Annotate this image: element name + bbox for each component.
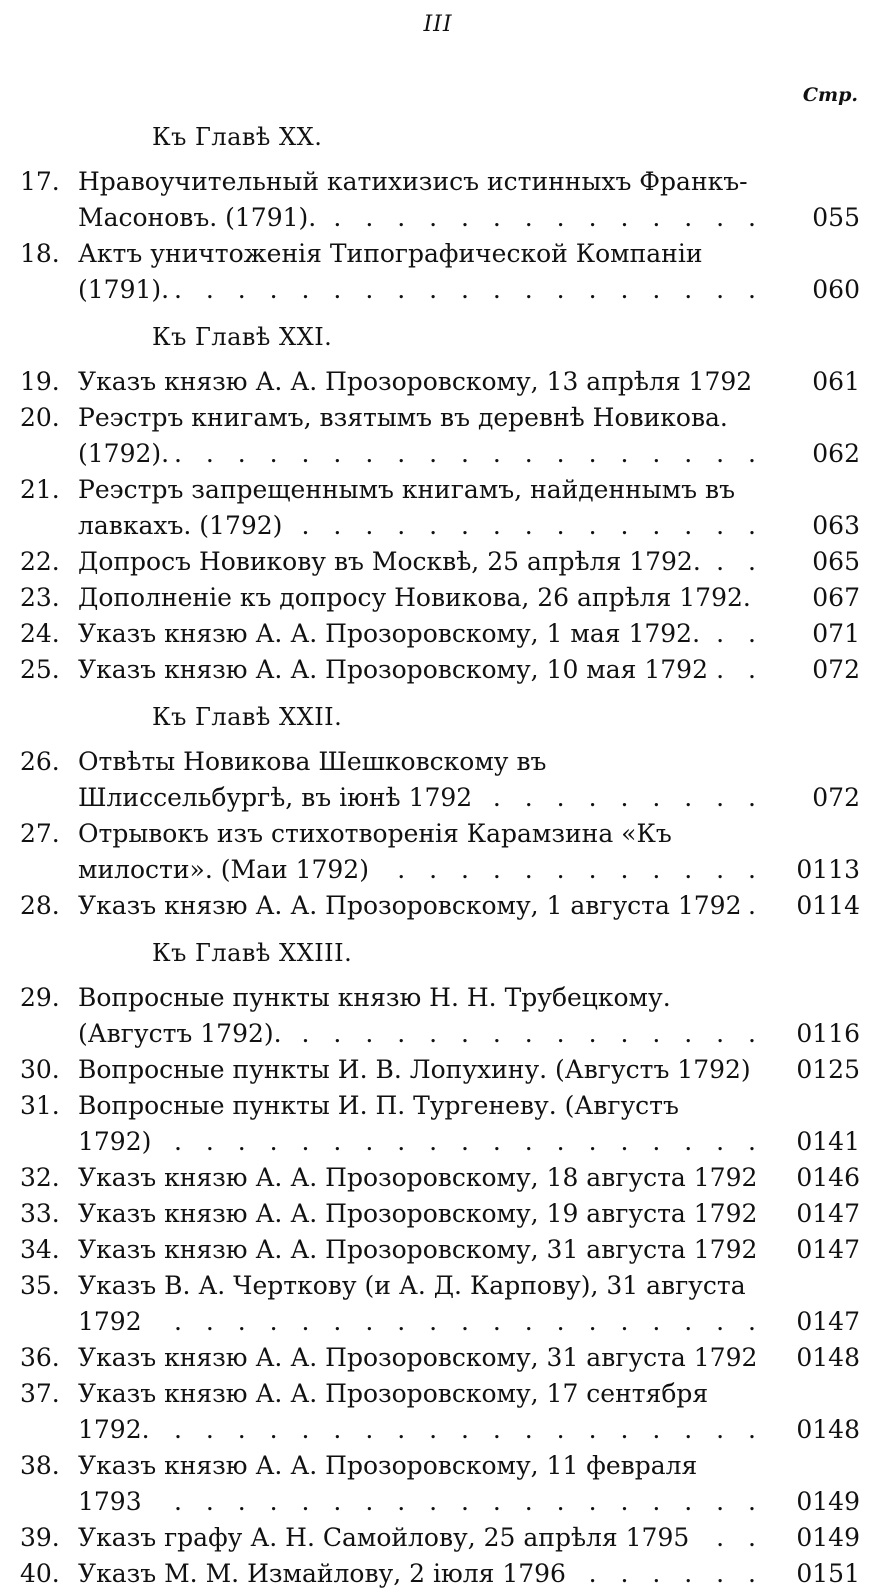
entry-number: 39. <box>20 1523 60 1552</box>
entry-title: Вопросные пункты И. П. Тургеневу. (Августъ 1792) <box>78 1091 679 1156</box>
entry-page-number: 055 <box>812 203 860 232</box>
toc-entry <box>0 1268 876 1340</box>
toc-entry <box>0 1556 876 1592</box>
entry-number: 30. <box>20 1055 60 1084</box>
entry-page-number: 072 <box>812 655 860 684</box>
entry-title-wrap <box>78 1376 764 1448</box>
entry-title: Актъ уничтоженія Типографической Компаніи (1791). <box>78 239 703 304</box>
toc-entry <box>0 888 876 924</box>
entry-number: 21. <box>20 475 60 504</box>
toc-entry <box>0 980 876 1052</box>
entry-page-number: 0149 <box>796 1523 860 1552</box>
toc-entry <box>0 1196 876 1232</box>
entry-title: Указъ князю А. А. Прозоровскому, 17 сентября 1792. <box>78 1379 709 1444</box>
toc-entry <box>0 1052 876 1088</box>
entry-number: 35. <box>20 1271 60 1300</box>
toc-entry <box>0 1520 876 1556</box>
entry-title-wrap <box>78 980 764 1052</box>
entry-title: Указъ князю А. А. Прозоровскому, 31 августа 1792 <box>78 1343 763 1372</box>
entry-number: 17. <box>20 167 60 196</box>
entry-title-wrap <box>78 1052 764 1088</box>
entry-title-wrap <box>78 1088 764 1160</box>
entry-page-number: 061 <box>812 367 860 396</box>
toc-entry <box>0 1448 876 1520</box>
entry-number: 18. <box>20 239 60 268</box>
toc-entry <box>0 236 876 308</box>
entry-number: 23. <box>20 583 60 612</box>
entry-page-number: 0125 <box>796 1055 860 1084</box>
section-heading: Къ Главѣ XX. <box>152 123 323 151</box>
section-heading: Къ Главѣ XXII. <box>152 703 343 731</box>
toc-entry <box>0 1088 876 1160</box>
entry-title: Указъ князю А. А. Прозоровскому, 1 мая 1792. <box>78 619 706 648</box>
entry-title-wrap <box>78 364 764 400</box>
entry-title-wrap <box>78 400 764 472</box>
entry-title: Указъ князю А. А. Прозоровскому, 10 мая 1792 <box>78 655 714 684</box>
entry-number: 40. <box>20 1559 60 1588</box>
entry-title-wrap <box>78 1448 764 1520</box>
entry-page-number: 0147 <box>796 1199 860 1228</box>
entry-number: 26. <box>20 747 60 776</box>
entry-title: Указъ князю А. А. Прозоровскому, 13 апрѣля 1792 <box>78 367 758 396</box>
entry-page-number: 0116 <box>796 1019 860 1048</box>
entry-title: Указъ В. А. Черткову (и А. Д. Карпову), 31 августа 1792 <box>78 1271 746 1336</box>
section-heading: Къ Главѣ XXI. <box>152 323 333 351</box>
entry-number: 19. <box>20 367 60 396</box>
entry-number: 24. <box>20 619 60 648</box>
page-column-header: Стр. <box>802 84 858 106</box>
entry-title-wrap <box>78 472 764 544</box>
entry-number: 29. <box>20 983 60 1012</box>
entry-page-number: 062 <box>812 439 860 468</box>
entry-title-wrap <box>78 544 764 580</box>
toc-entry <box>0 816 876 888</box>
entry-number: 34. <box>20 1235 60 1264</box>
entry-page-number: 0148 <box>796 1415 860 1444</box>
entry-number: 32. <box>20 1163 60 1192</box>
entry-page-number: 065 <box>812 547 860 576</box>
toc-entry <box>0 472 876 544</box>
table-of-contents <box>0 108 876 1592</box>
entry-title: Указъ князю А. А. Прозоровскому, 31 августа 1792 <box>78 1235 763 1264</box>
entry-number: 37. <box>20 1379 60 1408</box>
entry-title: Указъ князю А. А. Прозоровскому, 11 февраля 1793 <box>78 1451 698 1516</box>
toc-entry <box>0 544 876 580</box>
entry-title: Указъ графу А. Н. Самойлову, 25 апрѣля 1795 <box>78 1523 695 1552</box>
entry-title: Реэстръ книгамъ, взятымъ въ деревнѣ Новикова. (1792). <box>78 403 728 468</box>
entry-title-wrap <box>78 652 764 688</box>
entry-title: Дополненіе къ допросу Новикова, 26 апрѣля 1792. <box>78 583 757 612</box>
toc-entry <box>0 164 876 236</box>
entry-title-wrap <box>78 744 764 816</box>
entry-title: Указъ князю А. А. Прозоровскому, 18 августа 1792 <box>78 1163 763 1192</box>
toc-entry <box>0 1376 876 1448</box>
entry-title-wrap <box>78 580 764 616</box>
entry-title-wrap <box>78 1232 764 1268</box>
entry-page-number: 067 <box>812 583 860 612</box>
entry-title-wrap <box>78 1520 764 1556</box>
entry-number: 36. <box>20 1343 60 1372</box>
entry-title-wrap <box>78 164 764 236</box>
toc-entry <box>0 1340 876 1376</box>
entry-title: Нравоучительный катихизисъ истинныхъ Франкъ-Масоновъ. (1791). <box>78 167 748 232</box>
toc-entry <box>0 1160 876 1196</box>
toc-entry <box>0 580 876 616</box>
entry-title-wrap <box>78 1340 764 1376</box>
entry-title-wrap <box>78 1196 764 1232</box>
entry-title-wrap <box>78 236 764 308</box>
toc-entry <box>0 616 876 652</box>
entry-page-number: 0141 <box>796 1127 860 1156</box>
entry-page-number: 0113 <box>796 855 860 884</box>
entry-number: 25. <box>20 655 60 684</box>
toc-entry <box>0 400 876 472</box>
entry-title: Указъ князю А. А. Прозоровскому, 1 августа 1792 <box>78 891 748 920</box>
page-number: III <box>423 12 453 37</box>
entry-number: 27. <box>20 819 60 848</box>
toc-entry <box>0 364 876 400</box>
entry-title-wrap <box>78 616 764 652</box>
entry-page-number: 0114 <box>796 891 860 920</box>
entry-number: 20. <box>20 403 60 432</box>
entry-title: Отрывокъ изъ стихотворенія Карамзина «Къ милости». (Маи 1792) <box>78 819 672 884</box>
entry-page-number: 0148 <box>796 1343 860 1372</box>
toc-entry <box>0 744 876 816</box>
entry-title: Указъ князю А. А. Прозоровскому, 19 августа 1792 <box>78 1199 763 1228</box>
entry-title-wrap <box>78 1556 764 1592</box>
toc-entry <box>0 1232 876 1268</box>
entry-number: 33. <box>20 1199 60 1228</box>
entry-page-number: 063 <box>812 511 860 540</box>
entry-number: 28. <box>20 891 60 920</box>
entry-number: 38. <box>20 1451 60 1480</box>
entry-title: Реэстръ запрещеннымъ книгамъ, найденнымъ въ лавкахъ. (1792) <box>78 475 735 540</box>
entry-page-number: 071 <box>812 619 860 648</box>
entry-title-wrap <box>78 816 764 888</box>
entry-number: 31. <box>20 1091 60 1120</box>
toc-entry <box>0 652 876 688</box>
entry-title: Отвѣты Новикова Шешковскому въ Шлиссельбургѣ, въ іюнѣ 1792 <box>78 747 547 812</box>
entry-title: Указъ М. М. Измайлову, 2 іюля 1796 <box>78 1559 572 1588</box>
entry-title-wrap <box>78 1160 764 1196</box>
entry-number: 22. <box>20 547 60 576</box>
entry-title: Допросъ Новикову въ Москвѣ, 25 апрѣля 1792. <box>78 547 707 576</box>
entry-title: Вопросные пункты князю Н. Н. Трубецкому. (Августъ 1792). <box>78 983 671 1048</box>
entry-page-number: 072 <box>812 783 860 812</box>
section-heading: Къ Главѣ XXIII. <box>152 939 353 967</box>
entry-page-number: 0146 <box>796 1163 860 1192</box>
entry-page-number: 0147 <box>796 1307 860 1336</box>
entry-page-number: 060 <box>812 275 860 304</box>
entry-page-number: 0149 <box>796 1487 860 1516</box>
entry-page-number: 0151 <box>796 1559 860 1588</box>
entry-title: Вопросные пункты И. В. Лопухину. (Августъ 1792) <box>78 1055 757 1084</box>
entry-title-wrap <box>78 888 764 924</box>
entry-title-wrap <box>78 1268 764 1340</box>
entry-page-number: 0147 <box>796 1235 860 1264</box>
